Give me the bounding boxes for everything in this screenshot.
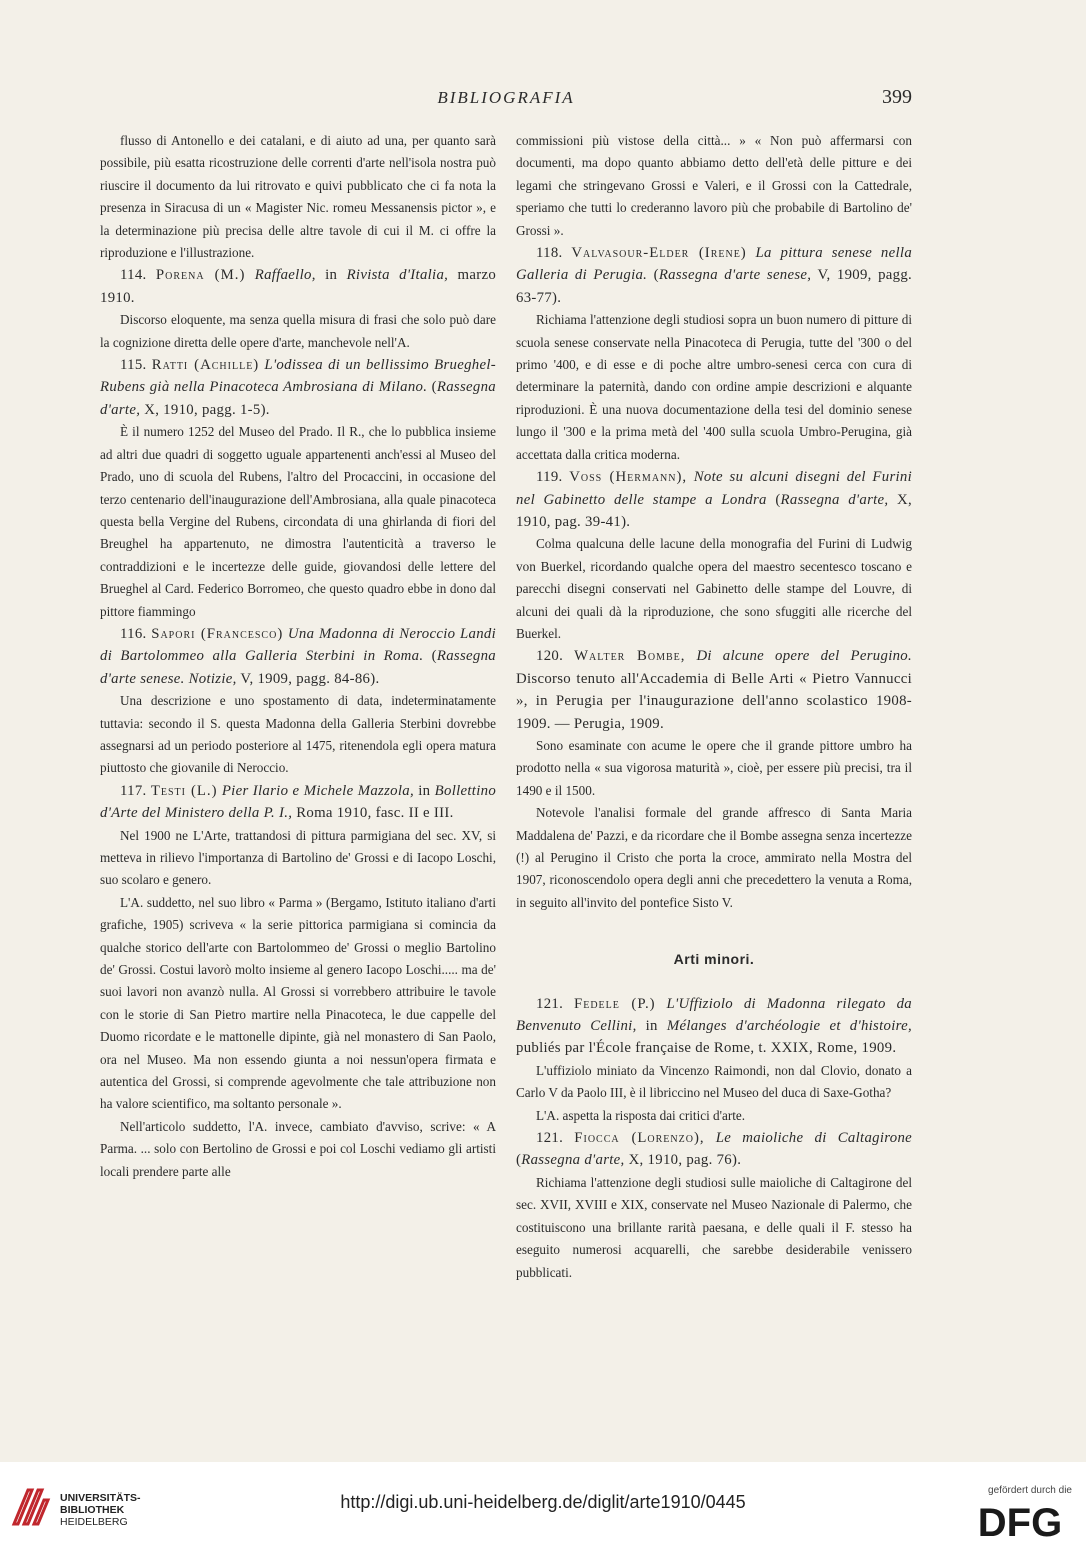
entry-title: Una Madonna di Neroccio Landi di Bartolommeo alla Galleria Sterbini in Roma. (100, 625, 497, 665)
body-paragraph: L'A. aspetta la risposta dai critici d'arte. (536, 1107, 746, 1123)
bibliography-entry (100, 354, 496, 421)
entry-text: Discorso tenuto all'Accademia di Belle Arti « Pietro Vannucci », in Perugia per l'inaugurazione dell'anno scolastico 1908-1909. — Perugia, 1909. (516, 670, 912, 732)
entry-source: Rassegna d'arte, (100, 379, 496, 418)
entry-details: X, 1910, pag. 76). (628, 1152, 742, 1169)
body-paragraph: Richiama l'attenzione degli studiosi sopra un buon numero di pitture di scuola senese conservate nella Pinacoteca di Perugia, tutte del '300 o del primo '400, e di esse e di poche altre umbro-senesi cerca con cura di determinare la paternità, dando con ordine ampie descrizioni e alquante riproduzioni. È una nuova documentazione della tesi del dominio senese lungo il '300 e la prima metà del '400 sulla scuola Umbro-Perugina, già accettata dalla critica moderna. (516, 312, 912, 462)
footer-bar (0, 1462, 1086, 1551)
left-column (100, 130, 496, 1183)
bibliography-entry (100, 780, 496, 825)
bibliography-entry (516, 242, 912, 309)
body-paragraph: Colma qualcuna delle lacune della monografia del Furini di Ludwig von Buerkel, ricordando qualche opera del maestro secentesco toscano e parecchi disegni conservati nel Gabinetto delle stampe del Louvre, di alcuni dei quali dà la riproduzione, che sono sfuggiti alle ricerche del Buerkel. (516, 536, 912, 641)
bibliography-entry (100, 264, 496, 309)
entry-source: Rassegna d'arte, (780, 491, 889, 508)
entry-details: marzo 1910. (100, 267, 497, 306)
entry-text: ( (516, 1152, 522, 1169)
entry-author: Fedele (P.) (573, 995, 656, 1012)
entry-title: Di alcune opere del Perugino. (696, 648, 912, 665)
body-paragraph: Nell'articolo suddetto, l'A. invece, cambiato d'avviso, scrive: « A Parma. ... solo con Bertolino de Grossi e poi col Loschi vediamo gli artisti locali prendere parte alle (100, 1118, 496, 1179)
entry-text: ( (431, 648, 437, 665)
body-paragraph: Notevole l'analisi formale del grande affresco di Santa Maria Maddalena de' Pazzi, e da ricordare che il Bombe assegna senza incertezze (!) al Perugino il Cristo che porta la croce, ammirato nella Mostra del 1907, riconoscendolo opera degli anni che precedettero la venuta a Roma, in seguito all'invito del pontefice Sisto V. (516, 805, 912, 910)
entry-details: X, 1910, pagg. 1-5). (144, 401, 270, 418)
bibliography-entry (100, 623, 496, 690)
entry-number: 121. (536, 995, 564, 1012)
dfg-logo-icon (968, 1502, 1072, 1542)
entry-title: La pittura senese nella Galleria di Perugia. (516, 245, 913, 284)
entry-number: 118. (536, 245, 563, 262)
body-paragraph: Richiama l'attenzione degli studiosi sulle maioliche di Caltagirone del sec. XVII, XVIII e XIX, conservate nel Museo Nazionale di Palermo, che costituiscono una brillante rarità paesana, e delle quali il F. stesso ha eseguito numerosi acquarelli, che sarebbe desiderabile venissero pubblicati. (516, 1174, 912, 1280)
body-paragraph: Sono esaminate con acume le opere che il grande pittore umbro ha prodotto nella « sua vigorosa maturità », cioè, per essere più precisi, tra il 1490 e il 1500. (516, 737, 912, 798)
entry-number: 120. (536, 648, 564, 665)
right-column (516, 130, 912, 1284)
entry-source: Rassegna d'arte, (521, 1152, 625, 1169)
entry-source: Rivista d'Italia, (346, 267, 449, 284)
bibliography-entry (516, 466, 912, 533)
entry-details: X, 1910, pag. 39-41). (516, 491, 913, 530)
entry-title: L'odissea di un bellissimo Brueghel-Rubens già nella Pinacoteca Ambrosiana di Milano. (100, 357, 497, 396)
entry-author: Testi (L.) (150, 782, 218, 799)
library-name-line: UNIVERSITÄTS- (60, 1492, 141, 1504)
entry-title: L'Uffiziolo di Madonna rilegato da Benvenuto Cellini, (516, 995, 913, 1035)
entry-title: Le maioliche di Caltagirone (715, 1130, 913, 1147)
bibliography-entry (516, 993, 912, 1060)
entry-author: Sapori (Francesco) (151, 625, 284, 642)
entry-number: 116. (120, 625, 147, 642)
running-title: BIBLIOGRAFIA (437, 88, 575, 107)
body-paragraph: L'uffiziolo miniato da Vincenzo Raimondi, non dal Clovio, donato a Carlo V da Paolo III, è il libriccino nel Museo del duca di Saxe-Gotha? (516, 1062, 912, 1101)
svg-text:DFG: DFG (977, 1502, 1063, 1542)
entry-source: Rassegna d'arte senese. Notizie, (100, 648, 496, 687)
entry-source: Bollettino d'Arte del Ministero della P. I., (100, 782, 497, 822)
funding-label: gefördert durch die (988, 1485, 1072, 1496)
entry-text: in (418, 782, 431, 799)
entry-author: Porena (M.) (155, 267, 246, 284)
entry-author: Fiocca (Lorenzo), (574, 1130, 705, 1147)
entry-number: 119. (536, 469, 563, 486)
body-paragraph: Nel 1900 ne L'Arte, trattandosi di pittura parmigiana del sec. XV, si metteva in rilievo l'importanza di Bartolino de' Grossi e di Iacopo Loschi, suo scolaro e genero. (100, 827, 496, 888)
entry-details: V, 1909, pagg. 84-86). (240, 670, 380, 687)
entry-title: Raffaello, (254, 267, 316, 284)
bibliography-entry (516, 645, 912, 735)
bibliography-entry (516, 1127, 912, 1172)
entry-text: ( (653, 267, 659, 284)
entry-source: Rassegna d'arte senese, (658, 267, 812, 284)
entry-source: Mélanges d'archéologie et d'histoire, (666, 1018, 913, 1035)
body-paragraph: commissioni più vistose della città... » « Non può affermarsi con documenti, ma dopo quanto abbiamo detto dell'età delle pitture e dei legami che stringevano Grossi e Valeri, e il Grossi con la Cattedrale, speriamo che tutti lo crederanno lavoro più che probabile di Bartolino de' Grossi ». (516, 133, 912, 238)
body-paragraph: Una descrizione e uno spostamento di data, indeterminatamente tuttavia: secondo il S. questa Madonna della Galleria Sterbini dovrebbe assegnarsi ad un periodo posteriore al 1475, ritenendola egli opera matura piuttosto che giovanile di Neroccio. (100, 693, 496, 776)
body-paragraph: L'A. suddetto, nel suo libro « Parma » (Bergamo, Istituto italiano d'arti grafiche, 1905) scriveva « la serie pittorica parmigiana si comincia da qualche storico dell'arte con Bartolommeo de' Grossi o meglio Bartolino de' Grossi. Costui lavorò molto insieme al genero Iacopo Loschi..... ma de' suoi lavori non avanzò nulla. Al Grossi si vorrebbero attribuire le tavole con le storie di San Pietro martire nella Pinacoteca, le due cappelle del Duomo ricordate e le mattonelle dipinte, già nel monastero di San Paolo, ora nel Museo. Ma non essendo giunta a noi nessun'opera firmata e autentica del Grossi, si comprende agevolmente che tale attribuzione non ha valore scientifico, ma soltanto personale ». (100, 894, 496, 1112)
entry-text: ( (431, 379, 437, 396)
entry-text: in (645, 1018, 658, 1035)
entry-number: 117. (120, 782, 147, 799)
page-number: 399 (882, 86, 912, 108)
source-url-link[interactable]: http://digi.ub.uni-heidelberg.de/diglit/arte1910/0445 (340, 1492, 746, 1512)
entry-number: 115. (120, 357, 147, 374)
entry-details: Roma 1910, fasc. II e III. (296, 805, 454, 822)
body-paragraph: È il numero 1252 del Museo del Prado. Il R., che lo pubblica insieme ad altri due quadri di soggetto uguale appartenenti anch'essi al Museo del Prado, uno di scuola del Rubens, l'altro del Procaccini, in occasione del terzo centenario dell'inaugurazione dell'Ambrosiana, alla quale pinacoteca questa bella Vergine del Rubens, circondata di una ghirlanda di fiori del Breughel ha appartenuto, ne dimostra l'autenticità a traverso le contraddizioni e le incertezze delle guide, giovandosi delle lettere del Brueghel al Card. Federico Borromeo, che questo quadro ebbe in dono dal pittore fiammingo (100, 424, 496, 619)
entry-details: publiés par l'École française de Rome, t. XXIX, Rome, 1909. (516, 1040, 897, 1057)
section-title: Arti minori. (673, 951, 755, 968)
entry-title: Pier Ilario e Michele Mazzola, (221, 782, 414, 799)
entry-number: 121. (536, 1130, 564, 1147)
library-name-line: BIBLIOTHEK (60, 1504, 125, 1516)
entry-text: ( (775, 491, 781, 508)
entry-text: in (325, 267, 338, 284)
entry-author: Voss (Hermann), (569, 469, 688, 486)
entry-number: 114. (120, 267, 147, 284)
page-header (100, 86, 912, 116)
body-paragraph: flusso di Antonello e dei catalani, e di aiuto ad una, per quanto sarà possibile, più esatta ricostruzione delle correnti d'arte nell'isola nostra può riuscire il documento da lui ritrovato e quivi pubblicato che ci fa nota la presenza in Siracusa di un « Magister Nic. romeu Messanensis pictor », e la determinazione più precisa delle altre tavole di cui il M. ci offre la riproduzione e l'illustrazione. (100, 133, 496, 261)
body-paragraph: Discorso eloquente, ma senza quella misura di frasi che solo può dare la cognizione diretta delle opere d'arte, manchevole nell'A. (100, 312, 496, 350)
entry-author: Ratti (Achille) (151, 357, 260, 374)
entry-details: V, 1909, pagg. 63-77). (516, 267, 913, 306)
entry-author: Walter Bombe, (574, 648, 686, 665)
library-name-line: HEIDELBERG (60, 1516, 128, 1528)
entry-author: Valvasour-Elder (Irene) (571, 245, 747, 262)
entry-title: Note su alcuni disegni del Furini nel Gabinetto delle stampe a Londra (516, 469, 913, 508)
